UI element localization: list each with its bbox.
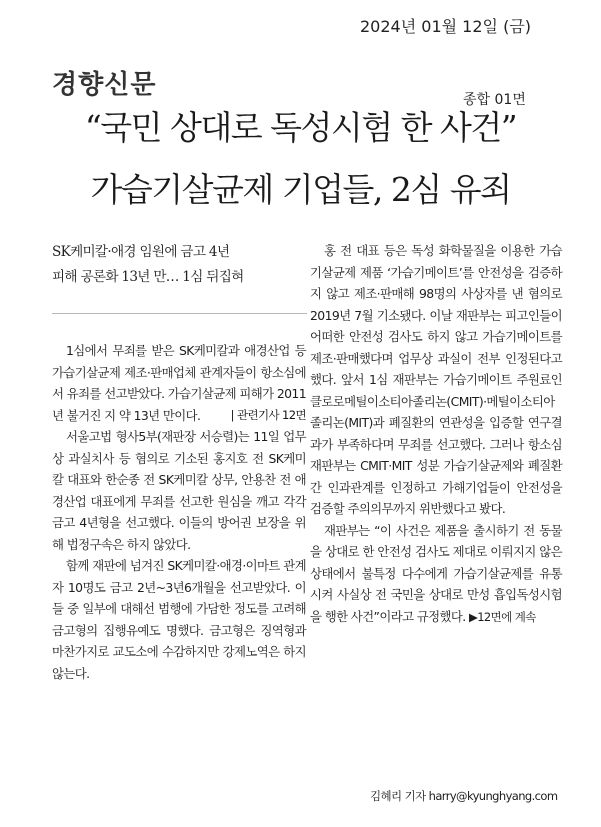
body-paragraph: 함께 재판에 넘겨진 SK케미칼·애경·이마트 관계자 10명도 금고 2년~3년6개월을 선고받았다. 이들 중 일부에 대해선 범행에 가담한 정도를 고려해 금고형의 집행유예도 명했다. 금고형은 징역형과 마찬가지로 교도소에 수감하지만 강제노역은 하지 않는다. bbox=[52, 558, 306, 681]
section-label: 종합 01면 bbox=[463, 92, 526, 108]
byline: 김혜리 기자 harry@kyunghyang.com bbox=[370, 789, 558, 803]
body-paragraph-text: 1심에서 무죄를 받은 SK케미칼과 애경산업 등 가습기살균제 제조·판매업체 관계자들이 항소심에서 유죄를 선고받았다. 가습기살균제 피해가 2011년 불거진 지 약 13년 만이다. bbox=[52, 343, 306, 423]
right-column bbox=[310, 240, 562, 628]
body-paragraph bbox=[310, 520, 562, 629]
related-article-ref[interactable]: | 관련기사 12면 bbox=[230, 407, 306, 422]
body-paragraph: 홍 전 대표 등은 독성 화학물질을 이용한 가습기살균제 제품 ‘가습기메이트’를 안전성을 검증하지 않고 제조·판매해 98명의 사상자를 낸 혐의로 2019년 7월 기소됐다. 이날 재판부는 피고인들이 어떠한 안전성 검사도 하지 않고 가습기메이트를 제조·판매했다며 업무상 과실이 전부 인정된다고 했다. 앞서 1심 재판부는 가습기메이트 주원료인 클로로메틸이소티아졸리논(CMIT)·메틸이소티아졸리논(MIT)과 폐질환의 연관성을 입증할 연구결과가 부족하다며 무죄를 선고했다. 그러나 항소심 재판부는 CMIT·MIT 성분 가습기살균제와 폐질환 간 인과관계를 인정하고 가해기업들이 안전성을 검증할 주의의무까지 위반했다고 봤다. bbox=[310, 243, 562, 516]
subhead-1: SK케미칼·애경 임원에 금고 4년 bbox=[52, 244, 230, 260]
body-paragraph: 서울고법 형사5부(재판장 서승렬)는 11일 업무상 과실치사 등 혐의로 기소된 홍지호 전 SK케미칼 대표와 한순종 전 SK케미칼 상무, 안용찬 전 애경산업 대표에게 무죄를 선고한 원심을 깨고 각각 금고 4년형을 선고했다. 이들의 방어권 보장을 위해 법정구속은 하지 않았다. bbox=[52, 429, 306, 552]
body-paragraph bbox=[52, 340, 306, 426]
headline-line-2: 가습기살균제 기업들, 2심 유죄 bbox=[90, 170, 511, 209]
continued-on-page-link[interactable]: ▶12면에 계속 bbox=[468, 609, 536, 624]
subhead-2: 피해 공론화 13년 만… 1심 뒤집혀 bbox=[52, 269, 244, 285]
left-column bbox=[52, 240, 306, 684]
body-paragraph-text: 재판부는 “이 사건은 제품을 출시하기 전 동물을 상대로 한 안전성 검사도 제대로 이뤄지지 않은 상태에서 불특정 다수에게 가습기살균제를 유통시켜 사실상 전 국민을 상대로 만성 흡입독성시험을 행한 사건”이라고 규정했다. bbox=[310, 522, 562, 624]
subhead-block bbox=[52, 240, 306, 318]
headline-line-1: “국민 상대로 독성시험 한 사건” bbox=[84, 108, 517, 147]
date-line: 2024년 01월 12일 (금) bbox=[360, 17, 532, 36]
masthead: 경향신문 bbox=[52, 70, 157, 100]
